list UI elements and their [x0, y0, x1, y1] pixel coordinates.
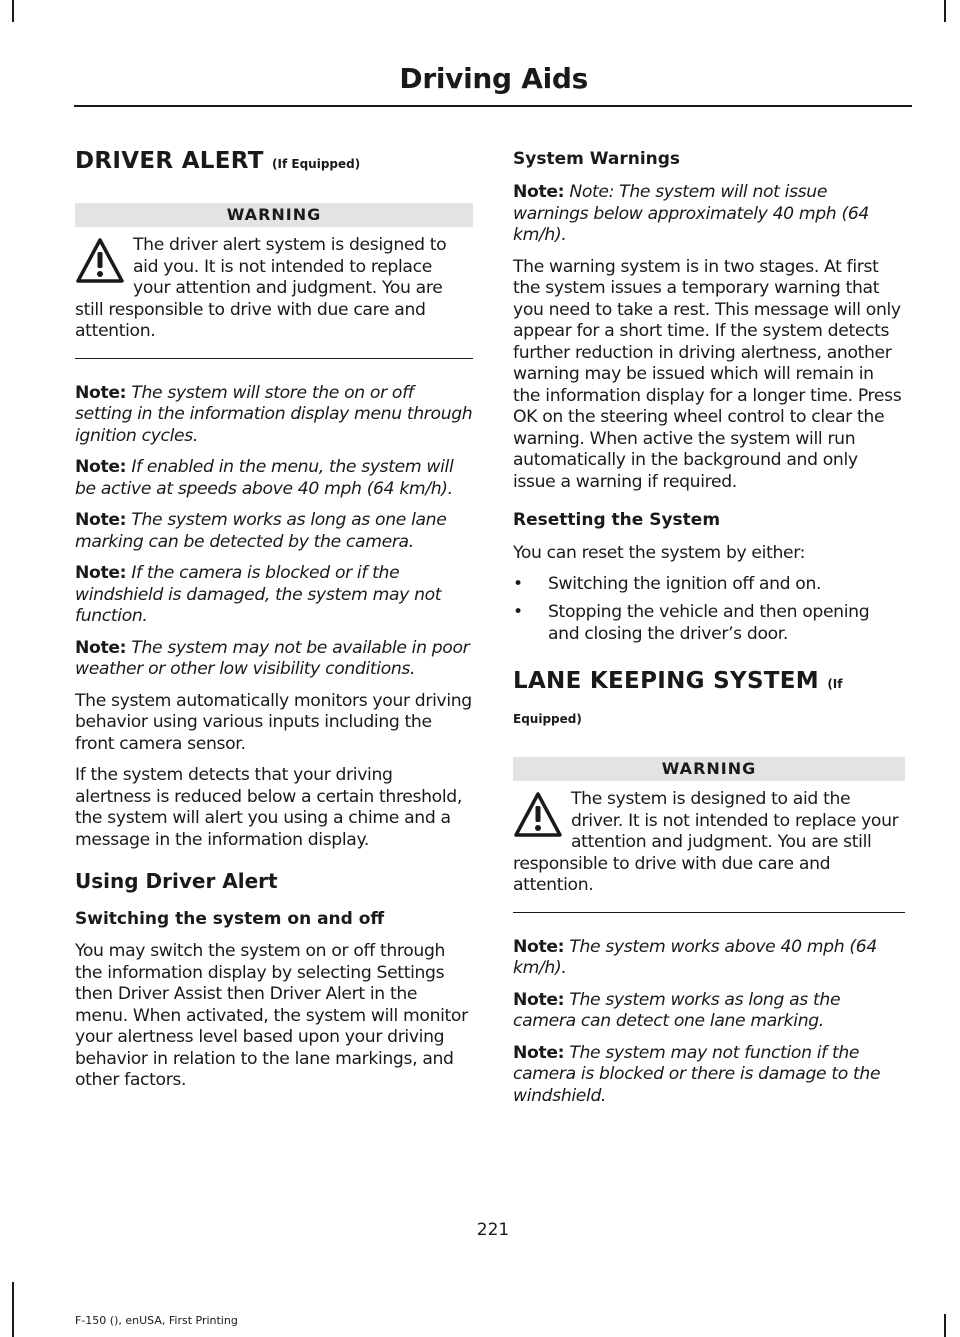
- bullet: •: [513, 573, 523, 594]
- lane-keeping-heading: [513, 665, 905, 735]
- lane-keeping-heading-suffix: (If: [827, 677, 843, 691]
- resetting-heading: Resetting the System: [513, 510, 721, 530]
- lk-note-3: [513, 1043, 905, 1108]
- list-item-text: Switching the ignition off and on.: [548, 573, 822, 594]
- reset-options-list: [513, 574, 905, 646]
- note-text: If enabled in the menu, the system will be active at speeds above 40 mph (64 km/h).: [75, 457, 454, 499]
- note-label: Note:: [513, 182, 565, 202]
- alert-paragraph: If the system detects that your driving alertness is reduced below a certain threshold, the system will alert you using a chime and a message in the information display.: [75, 765, 462, 850]
- left-column: [75, 145, 473, 1092]
- note-4: [75, 563, 473, 628]
- right-column: [513, 147, 905, 1107]
- switching-paragraph: You may switch the system on or off through the information display by selecting Settings then Driver Assist then Driver Alert in the menu. When activated, the system will monitor your alertness level based upon your driving behavior in relation to the lane markings, and other factors.: [75, 941, 468, 1090]
- system-warnings-heading: System Warnings: [513, 149, 681, 169]
- note-label: Note:: [513, 989, 565, 1010]
- monitoring-paragraph: The system automatically monitors your driving behavior using various inputs including the front camera sensor.: [75, 690, 472, 754]
- note-text: The system works as long as the camera can detect one lane marking.: [513, 989, 841, 1031]
- warning-stages-paragraph: The warning system is in two stages. At first the system issues a temporary warning that you need to take a rest. This message will only appear for a short time. If the system detects further reduction in driving alertness, another warning may be issued which will remain in the information display for a longer time. Press OK on the steering wheel control to clear the warning. When active the system will run automatically in the background and only issue a warning if required.: [513, 256, 902, 492]
- warning-text: The system is designed to aid the driver. It is not intended to replace your attention and judgment. You are still responsible to drive with due care and attention.: [513, 789, 899, 895]
- bullet: •: [513, 602, 523, 622]
- page-section-title: Driving Aids: [399, 62, 588, 95]
- crop-mark-top-left: [12, 0, 14, 22]
- note-label: Note:: [75, 563, 127, 583]
- warning-body: [513, 781, 905, 913]
- page-number: 221: [476, 1220, 510, 1240]
- list-item: [513, 574, 905, 596]
- switching-heading: Switching the system on and off: [75, 909, 385, 929]
- crop-mark-top-right: [944, 0, 946, 22]
- crop-mark-bottom-right: [944, 1314, 946, 1337]
- note-label: Note:: [75, 637, 127, 658]
- note-text: Note: The system will not issue warnings below approximately 40 mph (64 km/h).: [513, 182, 869, 245]
- warning-triangle-icon: [513, 791, 563, 839]
- warning-label: WARNING: [75, 203, 473, 227]
- lane-keeping-heading-suffix-cont: Equipped): [513, 712, 582, 726]
- note-text: The system may not be available in poor weather or other low visibility conditions.: [75, 637, 470, 679]
- driver-alert-heading-suffix: (If Equipped): [272, 157, 361, 171]
- note-2: [75, 457, 473, 500]
- note-5: [75, 638, 473, 681]
- list-item: [513, 602, 905, 645]
- note-label: Note:: [75, 382, 127, 403]
- note-label: Note:: [513, 1042, 565, 1063]
- warning-text: The driver alert system is designed to aid you. It is not intended to replace your attention and judgment. You are still responsible to drive with due care and attention.: [75, 235, 447, 341]
- lk-note-1: [513, 937, 905, 980]
- lane-keeping-heading-text: LANE KEEPING SYSTEM: [513, 668, 819, 694]
- footer-edition: F-150 (), enUSA, First Printing: [75, 1314, 238, 1327]
- lane-keeping-warning: [513, 757, 905, 913]
- warning-triangle-icon: [75, 237, 125, 285]
- warning-body: [75, 227, 473, 359]
- note-text: The system works above 40 mph (64 km/h).: [513, 936, 877, 978]
- using-driver-alert-heading: Using Driver Alert: [75, 869, 278, 893]
- note-label: Note:: [75, 510, 127, 530]
- crop-mark-bottom-left: [12, 1282, 14, 1337]
- note-text: If the camera is blocked or if the windshield is damaged, the system may not function.: [75, 563, 442, 626]
- driver-alert-heading: [75, 145, 473, 180]
- note-1: [75, 383, 473, 448]
- system-warnings-note: [513, 182, 905, 247]
- list-item-text: Stopping the vehicle and then opening and closing the driver’s door.: [548, 602, 870, 644]
- lk-note-2: [513, 990, 905, 1033]
- note-text: The system works as long as one lane marking can be detected by the camera.: [75, 510, 447, 552]
- note-text: The system will store the on or off setting in the information display menu through ignition cycles.: [75, 382, 473, 446]
- warning-label: WARNING: [513, 757, 905, 781]
- note-label: Note:: [513, 936, 565, 957]
- header-divider: [74, 105, 912, 107]
- note-label: Note:: [75, 457, 127, 477]
- note-3: [75, 510, 473, 553]
- driver-alert-warning: [75, 203, 473, 359]
- note-text: The system may not function if the camera is blocked or there is damage to the windshield.: [513, 1042, 881, 1106]
- reset-intro: You can reset the system by either:: [513, 543, 806, 563]
- driver-alert-heading-text: DRIVER ALERT: [75, 148, 264, 174]
